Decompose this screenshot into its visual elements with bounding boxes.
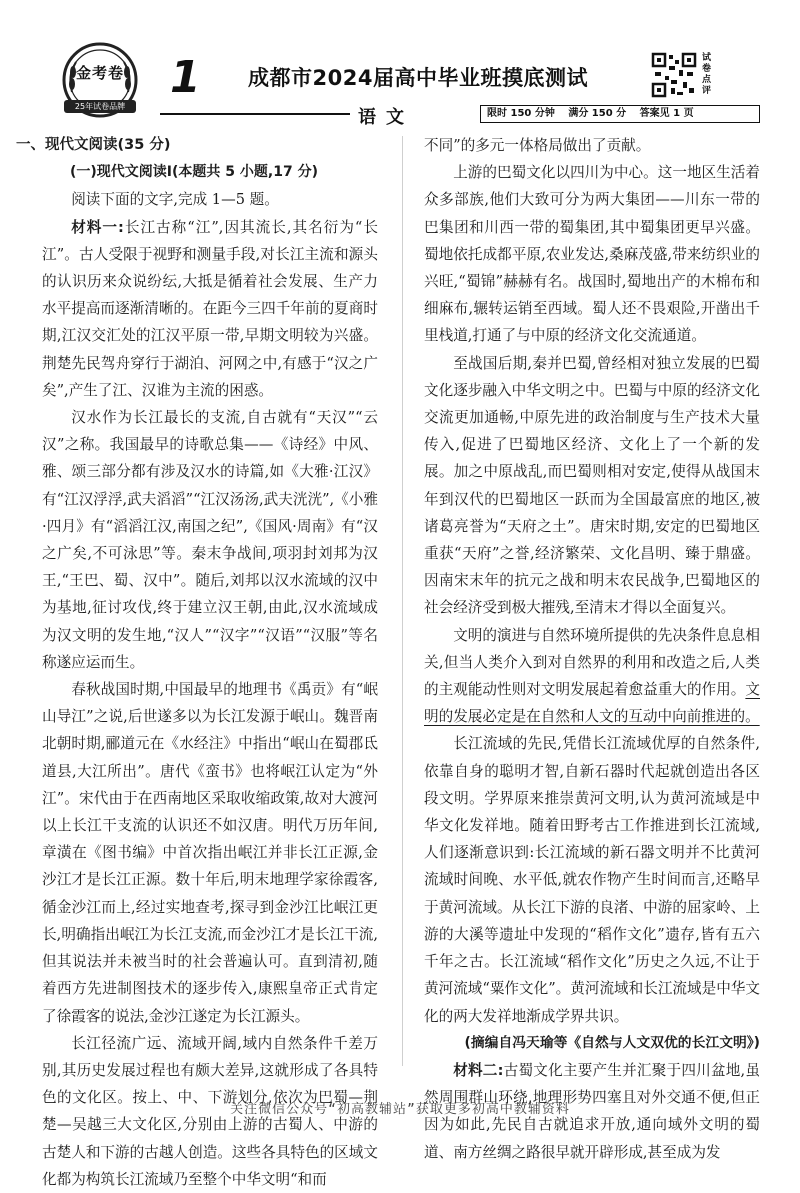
exam-header xyxy=(0,0,800,128)
subject-divider xyxy=(160,113,350,115)
material-one-paragraph xyxy=(42,214,378,404)
brand-logo xyxy=(58,40,142,124)
paragraph-cultural-regions: 长江径流广远、流域开阔,域内自然条件千差万别,其历史发展过程也有颇大差异,这就形成了各具特色的文化区。按上、中、下游划分,依次为巴蜀—荆楚—吴越三大文化区,分别由上游的古蜀人、中游的古楚人和下游的古越人创造。这些各具特色的区域文化都为构筑长江流域乃至整个中华文明“和而 xyxy=(42,1034,378,1188)
left-column xyxy=(16,132,378,1193)
exam-title: 成都市2024届高中毕业班摸底测试 xyxy=(248,66,588,90)
right-column xyxy=(424,132,760,1166)
qr-label: 试卷点评 xyxy=(702,53,712,96)
paragraph-warring-states: 至战国后期,秦并巴蜀,曾经相对独立发展的巴蜀文化逐步融入中华文明之中。巴蜀与中原的经济文化交流更加通畅,中原先进的政治制度与生产技术大量传入,促进了巴蜀地区经济、文化上了一个新的发展。加之中原战乱,而巴蜀则相对安定,使得从战国末年到汉代的巴蜀地区一跃而为全国最富庶的地区,被诸葛亮誉为“天府之土”。唐宋时期,安定的巴蜀地区重获“天府”之誉,经济繁荣、文化昌明、臻于鼎盛。因南宋末年的抗元之战和明末农民战争,巴蜀地区的社会经济受到极大摧残,至清末才得以全面复兴。 xyxy=(424,354,760,617)
badge-text: 金考卷 xyxy=(75,64,124,82)
section-heading: 一、现代文阅读(35 分) xyxy=(16,137,171,153)
paragraph-civilization xyxy=(424,622,760,731)
time-limit: 限时 150 分钟 xyxy=(487,108,555,119)
paragraph-bashu: 上游的巴蜀文化以四川为中心。这一地区生活着众多部族,他们大致可分为两大集团——川东一带的巴集团和川西一带的蜀集团,其中蜀集团更早兴盛。蜀地依托成都平原,农业发达,桑麻茂盛,带来纺织业的兴旺,“蜀锦”赫赫有名。战国时,蜀地出产的木棉布和细麻布,辗转运销至西域。蜀人还不畏艰险,开凿出千里栈道,打通了与中原的经济文化交流通道。 xyxy=(424,164,760,345)
underlined-sentence: 文明的发展必定是在自然和人文的互动中向前推进的。 xyxy=(424,681,760,726)
subject-row xyxy=(160,103,760,128)
paragraph-ancestors: 长江流域的先民,凭借长江流域优厚的自然条件,依靠自身的聪明才智,自新石器时代起就创造出各区段文明。学界原来推崇黄河文明,认为黄河流域是中华文化发祥地。随着田野考古工作推进到长江流域,人们逐渐意识到:长江流域的新石器文明并不比黄河流域时间晚、水平低,就农作物产生时间而言,还略早于黄河流域。从长江下游的良渚、中游的屈家岭、上游的大溪等遗址中发现的“稻作文化”遗存,皆有五六千年之古。长江流域“稻作文化”历史之久远,不让于黄河流域“粟作文化”。黄河流域和长江流域是中华文化的两大发祥地渐成学界共识。 xyxy=(424,735,760,1025)
material-two-text: 古蜀文化主要产生并汇聚于四川盆地,虽然周围群山环绕,地理形势四塞且对外交通不便,但正因为如此,先民自古就追求开放,通向域外文明的蜀道、南方丝绸之路很早就开辟形成,甚至成为发 xyxy=(424,1061,761,1161)
paragraph-hanshui: 汉水作为长江最长的支流,自古就有“天汉”“云汉”之称。我国最早的诗歌总集——《诗经》中风、雅、颂三部分都有涉及汉水的诗篇,如《大雅·江汉》有“江汉浮浮,武夫滔滔”“江汉汤汤,武夫洸洸”,《小雅·四月》有“滔滔江汉,南国之纪”,《国风·周南》有“汉之广矣,不可泳思”等。秦末争战间,项羽封刘邦为汉王,“王巴、蜀、汉中”。随后,刘邦以汉水流域的汉中为基地,征讨攻伐,终于建立汉王朝,由此,汉水流域成为汉文明的发生地,“汉人”“汉字”“汉语”“汉服”等名称遂应运而生。 xyxy=(42,409,378,671)
material-two-label: 材料二: xyxy=(453,1061,504,1079)
answer-reference: 答案见 1 页 xyxy=(639,108,694,119)
subject-name: 语文 xyxy=(358,107,414,128)
civilization-text: 文明的演进与自然环境所提供的先决条件息息相关,但当人类介入到对自然界的利用和改造之后,人类的主观能动性则对文明发展起着愈益重大的作用。 xyxy=(424,626,760,699)
exam-meta-box xyxy=(480,105,760,123)
qr-code-icon[interactable] xyxy=(651,52,697,98)
paragraph-continuation: 不同”的多元一体格局做出了贡献。 xyxy=(424,137,651,154)
instruction: 阅读下面的文字,完成 1—5 题。 xyxy=(71,191,279,209)
badge-subtitle: 25年试卷品牌 xyxy=(64,100,136,113)
full-score: 满分 150 分 xyxy=(568,108,627,119)
material-one-text: 长江古称“江”,因其流长,其名衍为“长江”。古人受限于视野和测量手段,对长江主流和源头的认识历来众说纷纭,大抵是循着社会发展、生产力水平提高而逐渐清晰的。在距今三四千年前的夏商时期,江汉交汇处的江汉平原一带,早期文明较为兴盛。荆楚先民驾舟穿行于湖泊、河网之中,有感于“汉之广矣”,产生了江、汉谁为主流的困惑。 xyxy=(42,218,378,399)
footer-notice: 关注微信公众号“初高教辅站”获取更多初高中教辅资料 xyxy=(230,1102,570,1117)
paragraph-source: 春秋战国时期,中国最早的地理书《禹贡》有“岷山导江”之说,后世遂多以为长江发源于岷山。魏晋南北朝时期,郦道元在《水经注》中指出“岷山在蜀郡氐道县,大江所出”。唐代《蛮书》也将岷江认定为“外江”。宋代由于在西南地区采取收缩政策,故对大渡河以上长江干支流的认识还不如汉唐。明代万历年间,章潢在《图书编》中首次指出岷江并非长江正源,金沙江才是长江正源。数十年后,明末地理学家徐霞客,循金沙江而上,经过实地查考,探寻到金沙江比岷江更长,明确指出岷江为长江支流,而金沙江才是长江干流,但其说法并未被当时的社会普遍认可。直到清初,随着西方先进制图技术的逐步传入,康熙皇帝正式肯定了徐霞客的说法,金沙江遂定为长江源头。 xyxy=(42,681,378,1025)
column-divider xyxy=(402,136,403,1066)
test-number: 1 xyxy=(170,52,201,103)
source-citation: (摘编自冯天瑜等《自然与人文双优的长江文明》) xyxy=(464,1034,760,1051)
sub-heading: (一)现代文阅读Ⅰ(本题共 5 小题,17 分) xyxy=(70,164,318,181)
material-one-label: 材料一: xyxy=(71,218,124,236)
